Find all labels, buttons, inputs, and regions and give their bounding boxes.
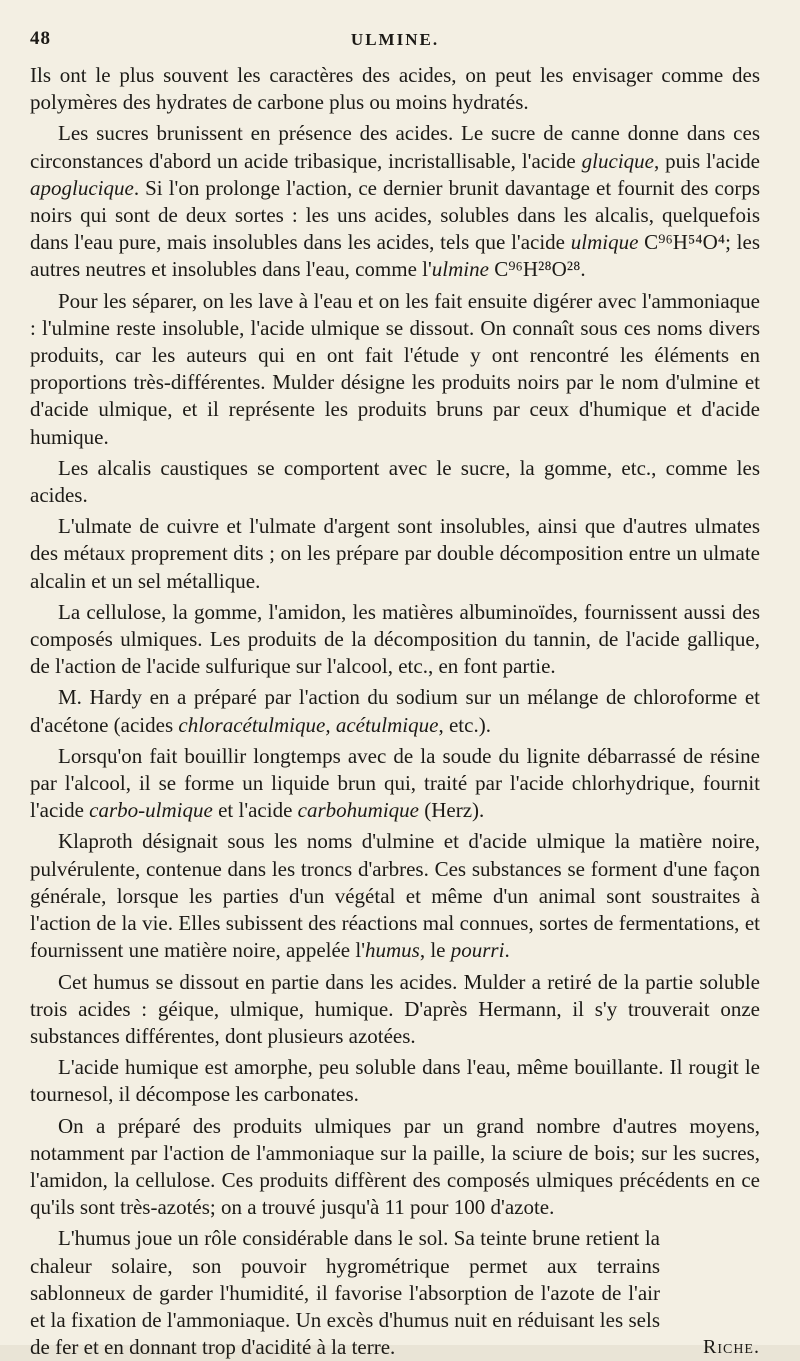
italic-term: carbo-ulmique — [89, 798, 213, 823]
text-run: On a préparé des produits ulmiques par un grand nombre d'autres moyens, notamment par l'action de l'ammoniaque sur la paille, la sciure de bois; sur les sucres, l'amidon, la cellulose. Ces produits diffèrent des composés ulmiques précédents en ce qu'ils sont très-azotés; on a trouvé jusqu'à 11 pour 100 d'azote. — [30, 1113, 760, 1220]
text-run: L'acide humique est amorphe, peu soluble dans l'eau, même bouillante. Il rougit le tournesol, il décompose les carbonates. — [30, 1055, 760, 1107]
running-head: ULMINE. — [350, 30, 440, 49]
text-run: C⁹⁶H⁵⁴O⁴; les autres neutres et insolubles dans l'eau, comme l' — [30, 230, 760, 282]
paragraph — [30, 62, 760, 116]
text-run: L'ulmate de cuivre et l'ulmate d'argent sont insolubles, ainsi que d'autres ulmates des métaux proprement dits ; on les prépare par double décomposition entre un ulmate alcalin et un sel métallique. — [30, 514, 760, 593]
text-run: . Si l'on prolonge l'action, ce dernier brunit davantage et fournit des corps noirs qui sont de deux sortes : les uns acides, solubles dans les alcalis, quelquefois dans l'eau pure, mais insolubles dans les acides, tels que l'acide — [30, 175, 760, 255]
text-run: , le — [419, 938, 451, 963]
text-run: . — [504, 938, 510, 963]
paragraph — [30, 1225, 760, 1361]
italic-term: pourri — [450, 938, 505, 963]
text-run: Lorsqu'on fait bouillir longtemps avec de la soude du lignite débarrassé de résine par l'alcool, il se forme un liquide brun qui, traité par l'acide chlorhydrique, fournit l'acide — [30, 743, 760, 823]
paragraph — [30, 599, 760, 681]
paragraph — [30, 828, 760, 964]
paragraph — [30, 455, 760, 509]
text-run: Klaproth désignait sous les noms d'ulmine et d'acide ulmique la matière noire, pulvérulente, contenue dans les troncs d'arbres. Ces substances se forment d'une façon générale, lorsque les parties d'un végétal et même d'un animal sont soustraites à l'action de la vie. Elles subissent des réactions mal connues, sortes de fermentations, et fournissent une matière noire, appelée l' — [30, 829, 760, 963]
article-body — [30, 62, 760, 1361]
page-header — [30, 28, 760, 58]
paragraph — [30, 1113, 760, 1222]
page-number: 48 — [30, 28, 51, 49]
paragraph — [30, 1054, 760, 1108]
author-signature: Riche. — [702, 1336, 760, 1359]
text-run: C⁹⁶H²⁸O²⁸. — [488, 257, 586, 282]
text-run: Les sucres brunissent en présence des acides. Le sucre de canne donne dans ces circonstances d'abord un acide tribasique, incristallisable, l'acide — [30, 121, 760, 173]
text-run: M. Hardy en a préparé par l'action du sodium sur un mélange de chloroforme et d'acétone (acides — [30, 685, 760, 737]
italic-term: carbohumique — [297, 798, 419, 823]
text-run: , puis l'acide — [653, 148, 761, 173]
paragraph — [30, 288, 760, 451]
text-run: Ils ont le plus souvent les caractères des acides, on peut les envisager comme des polymères des hydrates de carbone plus ou moins hydratés. — [30, 63, 760, 115]
italic-term: apoglucique — [30, 175, 134, 200]
paragraph — [30, 513, 760, 595]
italic-term: humus — [365, 938, 420, 963]
text-run: Cet humus se dissout en partie dans les acides. Mulder a retiré de la partie soluble trois acides : géique, ulmique, humique. D'après Hermann, il s'y trouverait onze substances différentes, dont plusieurs azotées. — [30, 969, 760, 1048]
text-run: Pour les séparer, on les lave à l'eau et on les fait ensuite digérer avec l'ammoniaque : l'ulmine reste insoluble, l'acide ulmique se dissout. On connaît sous ces noms divers produits, car les auteurs qui en ont fait l'étude y ont rencontré les éléments en proportions très-différentes. Mulder désigne les produits noirs par le nom d'ulmine et d'acide ulmique, et il représente les produits bruns par ceux d'humique et d'acide humique. — [30, 288, 760, 449]
paragraph — [30, 684, 760, 738]
text-run: (Herz). — [418, 798, 485, 823]
italic-term: ulmique — [570, 230, 639, 255]
text-run: L'humus joue un rôle considérable dans le sol. Sa teinte brune retient la chaleur solaire, son pouvoir hygrométrique permet aux terrains sablonneux de garder l'humidité, il favorise l'absorption de l'azote de l'air et la fixation de l'ammoniaque. Un excès d'humus nuit en réduisant les sels de fer et en donnant trop d'acidité à la terre. — [30, 1226, 660, 1360]
text-run: , etc.). — [438, 712, 491, 737]
italic-term: glucique — [581, 148, 654, 173]
text-run: Les alcalis caustiques se comportent avec le sucre, la gomme, etc., comme les acides. — [30, 455, 760, 508]
paragraph — [30, 743, 760, 825]
paragraph — [30, 969, 760, 1051]
text-run: et l'acide — [212, 798, 298, 823]
paragraph — [30, 120, 760, 283]
italic-term: chloracétulmique, acétulmique — [178, 712, 439, 737]
italic-term: ulmine — [431, 257, 489, 282]
text-run: La cellulose, la gomme, l'amidon, les matières albuminoïdes, fournissent aussi des composés ulmiques. Les produits de la décomposition du tannin, de l'acide gallique, de l'action de l'acide sulfurique sur l'alcool, etc., en font partie. — [30, 599, 760, 679]
